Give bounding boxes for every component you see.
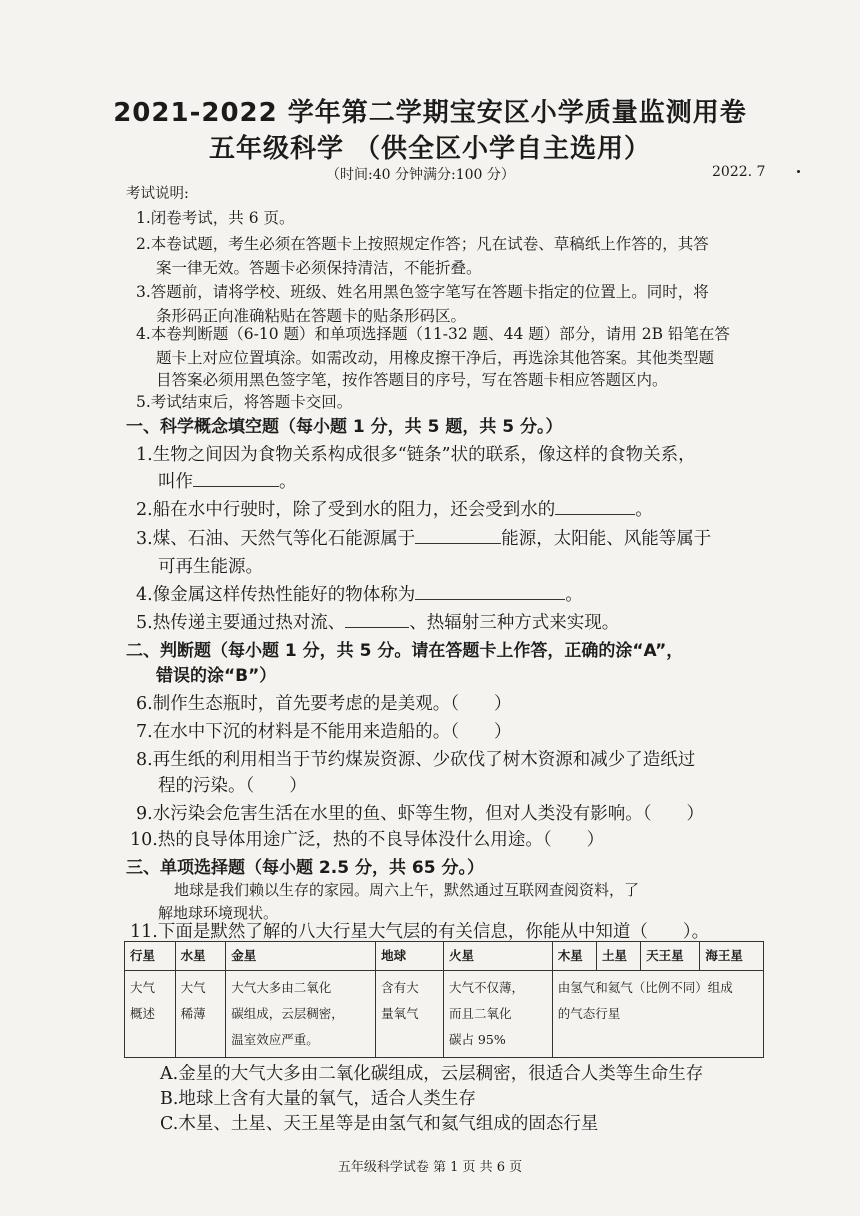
instruction-line: 5.考试结束后，将答题卡交回。 [136, 393, 353, 411]
instruction-line: 4.本卷判断题（6-10 题）和单项选择题（11-32 题、44 题）部分，请用 2B 铅笔在答 [136, 325, 730, 343]
question-5: 5.热传递主要通过热对流、 、热辐射三种方式来实现。 [136, 613, 620, 633]
question-4: 4.像金属这样传热性能好的物体称为 。 [136, 585, 583, 605]
table-header-row [125, 942, 764, 971]
scenario-intro-line2: 解地球环境现状。 [158, 904, 279, 922]
table-cell: 由氢气和氦气（比例不同）组成 的气态行星 [552, 971, 763, 1058]
question-11: 11.下面是默然了解的八大行星大气层的有关信息，你能从中知道（ ）。 [130, 922, 710, 942]
planet-atmosphere-table [124, 941, 764, 1058]
table-cell: 含有大 量氧气 [376, 971, 444, 1058]
instruction-line: 2.本卷试题，考生必须在答题卡上按照规定作答；凡在试卷、草稿纸上作答的，其答 [136, 235, 709, 253]
table-cell: 大气 概述 [125, 971, 176, 1058]
question-3: 3.煤、石油、天然气等化石能源属于 能源，太阳能、风能等属于 [136, 529, 712, 549]
ink-dot [797, 170, 800, 173]
question-8: 8.再生纸的利用相当于节约煤炭资源、少砍伐了树木资源和减少了造纸过 [136, 750, 696, 770]
section1-heading: 一、科学概念填空题（每小题 1 分，共 5 题，共 5 分。） [126, 417, 563, 437]
time-info: （时间:40 分钟满分:100 分） [326, 167, 515, 183]
table-header-cell: 金星 [226, 942, 376, 971]
answer-blank [415, 527, 501, 544]
question-9: 9.水污染会危害生活在水里的鱼、虾等生物，但对人类没有影响。（ ） [136, 804, 704, 824]
page-footer: 五年级科学试卷 第 1 页 共 6 页 [337, 1160, 523, 1175]
question-6: 6.制作生态瓶时，首先要考虑的是美观。（ ） [136, 694, 512, 714]
instruction-line: 目答案必须用黑色签字笔，按作答题目的序号，写在答题卡相应答题区内。 [156, 371, 668, 389]
question-3-line2: 可再生能源。 [158, 557, 263, 577]
answer-blank [555, 498, 635, 515]
section2-heading-line2: 错误的涂“B”） [156, 666, 277, 686]
question-7: 7.在水中下沉的材料是不能用来造船的。（ ） [136, 722, 512, 742]
table-header-cell: 天王星 [641, 942, 700, 971]
table-row [125, 971, 764, 1058]
instructions-heading: 考试说明: [126, 186, 189, 202]
section2-heading: 二、判断题（每小题 1 分，共 5 分。请在答题卡上作答，正确的涂“A”， [126, 641, 684, 661]
table-header-cell: 海王星 [700, 942, 764, 971]
table-cell: 大气不仅薄， 而且二氧化 碳占 95% [443, 971, 552, 1058]
instruction-line: 1.闭卷考试，共 6 页。 [136, 209, 295, 227]
scenario-intro: 地球是我们赖以生存的家园。周六上午，默然通过互联网查阅资料，了 [174, 881, 640, 899]
table-header-cell: 行星 [125, 942, 176, 971]
question-1: 1.生物之间因为食物关系构成很多“链条”状的联系，像这样的食物关系， [136, 445, 696, 465]
answer-blank [345, 611, 409, 628]
table-cell: 大气大多由二氧化 碳组成，云层稠密， 温室效应严重。 [226, 971, 376, 1058]
exam-date: 2022. 7 [712, 164, 766, 180]
section3-heading: 三、单项选择题（每小题 2.5 分，共 65 分。） [126, 858, 484, 878]
option-b: B.地球上含有大量的氧气，适合人类生存 [160, 1089, 476, 1109]
exam-subtitle: 五年级科学 （供全区小学自主选用） [208, 134, 652, 164]
question-8-line2: 程的污染。（ ） [158, 776, 307, 796]
table-header-cell: 地球 [376, 942, 444, 971]
table-header-cell: 木星 [552, 942, 596, 971]
table-cell: 大气 稀薄 [175, 971, 226, 1058]
question-10: 10.热的良导体用途广泛，热的不良导体没什么用途。（ ） [130, 830, 605, 850]
instruction-line: 3.答题前，请将学校、班级、姓名用黑色签字笔写在答题卡指定的位置上。同时，将 [136, 283, 709, 301]
instruction-line: 题卡上对应位置填涂。如需改动，用橡皮擦干净后，再选涂其他答案。其他类型题 [156, 349, 715, 367]
option-c: C.木星、土星、天王星等是由氢气和氦气组成的固态行星 [160, 1114, 599, 1134]
answer-blank [415, 583, 565, 600]
table-header-cell: 水星 [175, 942, 226, 971]
option-a: A.金星的大气大多由二氧化碳组成，云层稠密，很适合人类等生命生存 [160, 1064, 704, 1084]
answer-blank [193, 470, 279, 487]
question-1-line2: 叫作 。 [158, 472, 297, 492]
table-header-cell: 火星 [443, 942, 552, 971]
question-2: 2.船在水中行驶时，除了受到水的阻力，还会受到水的 。 [136, 500, 653, 520]
instruction-line: 条形码正向准确粘贴在答题卡的贴条形码区。 [156, 307, 467, 325]
instruction-line: 案一律无效。答题卡必须保持清洁，不能折叠。 [156, 259, 482, 277]
table-header-cell: 土星 [596, 942, 640, 971]
exam-title: 2021-2022 学年第二学期宝安区小学质量监测用卷 [113, 98, 747, 128]
